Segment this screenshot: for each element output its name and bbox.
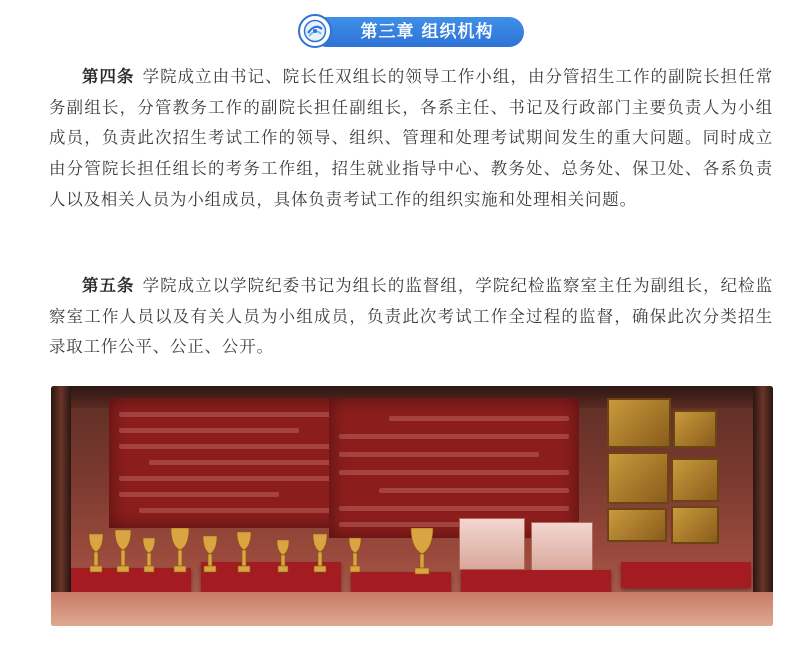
award-plaque bbox=[671, 458, 719, 502]
chapter-header bbox=[298, 14, 524, 50]
school-emblem-icon bbox=[298, 14, 332, 48]
article-5-text: 学院成立以学院纪委书记为组长的监督组，学院纪检监察室主任为副组长，纪检监察室工作人员以及有关人员为小组成员，负责此次考试工作全过程的监督，确保此次分类招生录取工作公平、公正、公开。 bbox=[49, 276, 773, 357]
award-plaque bbox=[607, 452, 669, 504]
honor-board-left bbox=[109, 398, 359, 528]
honor-display-photo bbox=[51, 386, 773, 626]
article-4-text: 学院成立由书记、院长任双组长的领导工作小组，由分管招生工作的副院长担任常务副组长，分管教务工作的副院长担任副组长，各系主任、书记及行政部门主要负责人为小组成员，负责此次招生考试工作的领导、组织、管理和处理考试期间发生的重大问题。同时成立由分管院长担任组长的考务工作组，招生就业指导中心、教务处、总务处、保卫处、各系负责人以及相关人员为小组成员，具体负责考试工作的组织实施和处理相关问题。 bbox=[49, 67, 773, 209]
article-4 bbox=[49, 62, 773, 216]
award-plaque bbox=[671, 506, 719, 544]
certificate bbox=[531, 522, 593, 572]
award-plaque bbox=[673, 410, 717, 448]
article-5 bbox=[49, 271, 773, 363]
trophy-row bbox=[81, 528, 461, 582]
certificate bbox=[459, 518, 525, 570]
photo-floor bbox=[51, 592, 773, 626]
award-plaque bbox=[607, 508, 667, 542]
article-5-lead: 第五条 bbox=[82, 276, 135, 295]
chapter-title: 第三章 组织机构 bbox=[312, 17, 524, 47]
photo-pillar-left bbox=[51, 386, 71, 626]
display-shelf bbox=[461, 570, 611, 594]
photo-pillar-right bbox=[753, 386, 773, 626]
article-4-lead: 第四条 bbox=[82, 67, 135, 86]
honor-board-center bbox=[329, 398, 579, 538]
award-plaque bbox=[607, 398, 671, 448]
display-shelf bbox=[621, 562, 751, 588]
